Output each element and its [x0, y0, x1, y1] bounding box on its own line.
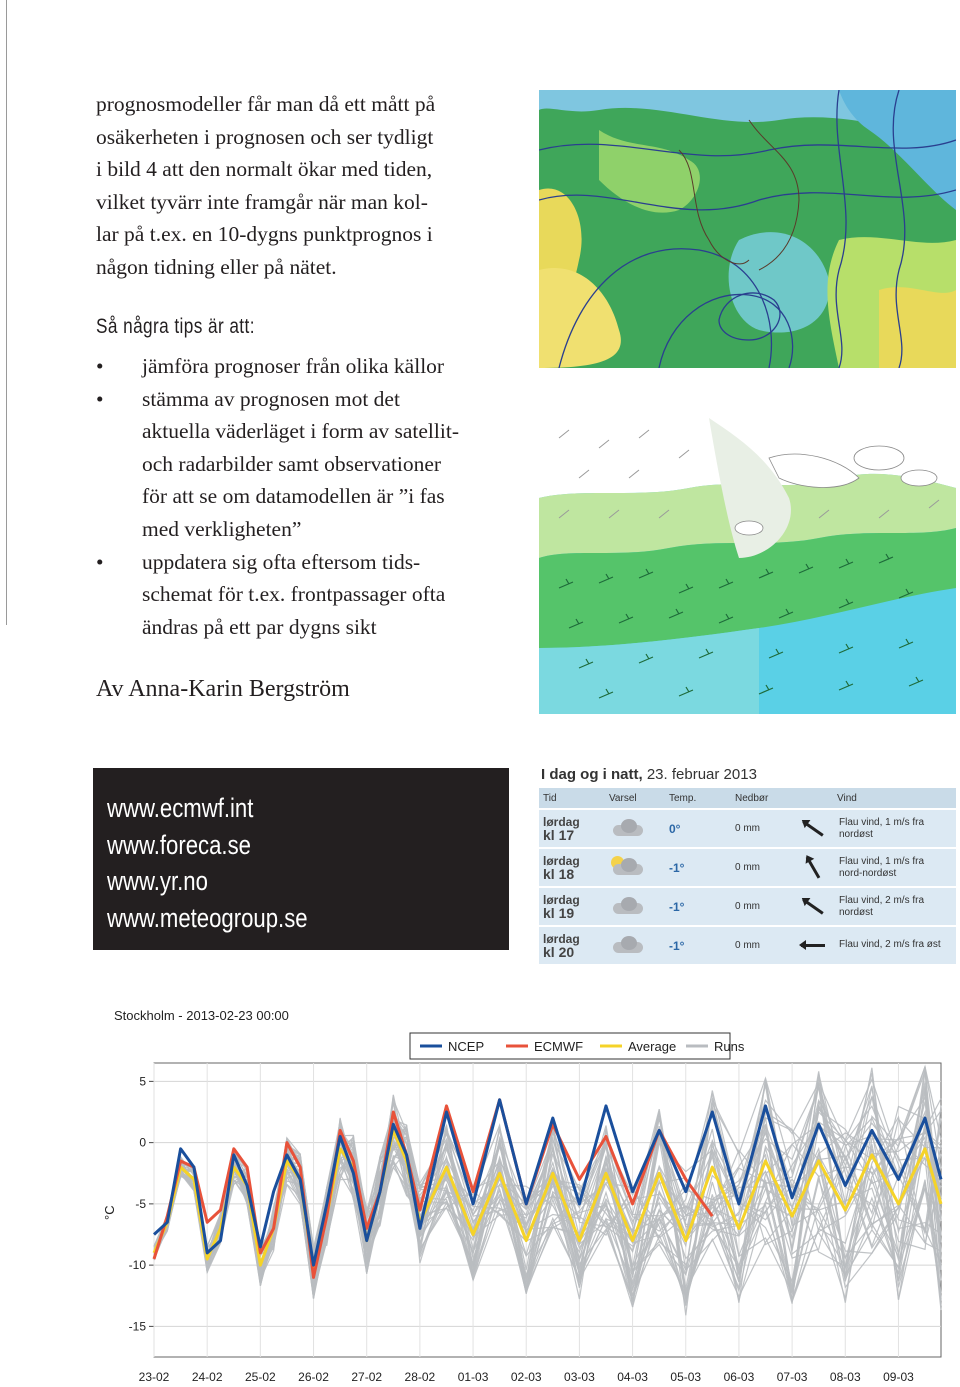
forecast-wind [797, 848, 956, 887]
header-tid: Tid [539, 788, 605, 809]
forecast-wind [797, 809, 956, 848]
forecast-symbol [605, 809, 665, 848]
forecast-title [541, 766, 757, 783]
forecast-day: lørdag [543, 814, 580, 829]
wind-arrow-icon [802, 820, 823, 836]
weather-map-image [539, 90, 956, 368]
wind-arrow-icon [806, 856, 821, 878]
forecast-hour: kl 17 [543, 826, 575, 843]
cloud-icon [609, 817, 645, 837]
forecast-wind-text: Flau vind, 2 m/s fra øst [839, 939, 941, 951]
link-foreca[interactable]: www.foreca.se [107, 829, 251, 860]
x-tick-label: 27-02 [351, 1370, 383, 1384]
forecast-time [539, 926, 605, 964]
link-yr[interactable]: www.yr.no [107, 866, 208, 896]
forecast-time [539, 809, 605, 848]
forecast-day: lørdag [543, 931, 580, 946]
forecast-day: lørdag [543, 853, 580, 868]
links-box [93, 768, 509, 950]
tip-text: stämma av prognosen mot det aktuella väderläget i form av satellit- och radarbilder samt observationer för att se om datamodellen är ”i fas med verkligheten” [142, 386, 459, 541]
forecast-row [539, 809, 956, 848]
forecast-temp: -1° [665, 926, 731, 964]
forecast-precip: 0 mm [731, 848, 797, 887]
forecast-day: lørdag [543, 892, 580, 907]
forecast-date: 23. februar 2013 [646, 766, 757, 783]
bullet-icon: • [96, 549, 104, 574]
forecast-temp: -1° [665, 887, 731, 926]
header-vind: Vind [797, 788, 956, 809]
x-tick-label: 06-03 [723, 1370, 755, 1384]
y-tick-label: -15 [128, 1319, 146, 1334]
forecast-hour: kl 18 [543, 865, 575, 882]
forecast-row [539, 848, 956, 887]
left-margin-rule [6, 0, 7, 625]
bullet-icon: • [96, 354, 104, 378]
forecast-wind-text: Flau vind, 1 m/s fra nordøst [839, 816, 925, 840]
cloud-icon [609, 895, 645, 915]
forecast-precip: 0 mm [731, 809, 797, 848]
x-tick-label: 05-03 [670, 1370, 702, 1384]
forecast-precip: 0 mm [731, 887, 797, 926]
author-byline: Av Anna-Karin Bergström [96, 676, 350, 702]
cloud-icon [609, 934, 645, 954]
point-forecast-table [539, 766, 956, 962]
forecast-wind [797, 926, 956, 964]
forecast-row [539, 926, 956, 964]
x-tick-label: 28-02 [404, 1370, 436, 1384]
ensemble-temperature-chart [96, 1005, 956, 1387]
x-tick-label: 24-02 [191, 1370, 223, 1384]
y-tick-label: 0 [139, 1135, 146, 1150]
forecast-title-text: I dag og i natt, [541, 766, 643, 783]
header-varsel: Varsel [605, 788, 665, 809]
forecast-wind [797, 887, 956, 926]
forecast-row [539, 887, 956, 926]
wind-map-image [539, 418, 956, 714]
x-tick-label: 03-03 [564, 1370, 595, 1384]
x-tick-label: 07-03 [776, 1370, 808, 1384]
x-tick-label: 02-03 [510, 1370, 542, 1384]
tip-item [96, 350, 536, 383]
forecast-temp: -1° [665, 848, 731, 887]
wind-arrow-icon [801, 944, 825, 947]
header-temp: Temp. [665, 788, 731, 809]
body-paragraph: prognosmodeller får man då ett mått på osäkerheten i prognosen och ser tydligt i bild 4 att den normalt ökar med tiden, vilket tyvärr inte framgår när man kol- lar på t.ex. en 10-dygns punktprognos i någon tidning eller på nätet. [96, 92, 436, 279]
forecast-time [539, 848, 605, 887]
wind-arrow-icon [802, 898, 823, 914]
header-nedbor: Nedbør [731, 788, 797, 809]
tip-item [96, 546, 536, 644]
forecast-precip: 0 mm [731, 926, 797, 964]
tip-text: uppdatera sig ofta eftersom tids- schemat för t.ex. frontpassager ofta ändras på ett par dygns sikt [142, 549, 446, 639]
legend-label: Runs [714, 1039, 745, 1054]
x-tick-label: 04-03 [617, 1370, 648, 1384]
forecast-wind-text: Flau vind, 1 m/s fra nord-nordøst [839, 855, 925, 879]
tips-heading: Så några tips är att: [96, 315, 255, 338]
y-tick-label: 5 [139, 1074, 146, 1089]
legend-label: ECMWF [534, 1039, 584, 1054]
forecast-time [539, 887, 605, 926]
tip-item [96, 383, 536, 546]
forecast-symbol [605, 887, 665, 926]
forecast-temp: 0° [665, 809, 731, 848]
x-tick-label: 23-02 [138, 1370, 170, 1384]
x-tick-label: 26-02 [298, 1370, 329, 1384]
forecast-symbol [605, 926, 665, 964]
x-tick-label: 25-02 [244, 1370, 276, 1384]
forecast-grid [539, 788, 956, 964]
forecast-wind-text: Flau vind, 2 m/s fra nordøst [839, 894, 925, 918]
x-tick-label: 01-03 [457, 1370, 489, 1384]
legend-label: NCEP [448, 1039, 485, 1054]
link-ecmwf[interactable]: www.ecmwf.int [107, 793, 254, 823]
link-meteogroup[interactable]: www.meteogroup.se [107, 902, 308, 933]
y-axis-label: °C [102, 1205, 117, 1220]
x-tick-label: 09-03 [883, 1370, 914, 1384]
legend-label: Average [628, 1039, 677, 1054]
y-tick-label: -10 [128, 1258, 146, 1273]
y-tick-label: -5 [135, 1196, 146, 1211]
forecast-symbol [605, 848, 665, 887]
forecast-hour: kl 19 [543, 904, 575, 921]
forecast-hour: kl 20 [543, 943, 575, 960]
chart-title: Stockholm - 2013-02-23 00:00 [114, 1008, 289, 1023]
bullet-icon: • [96, 386, 104, 411]
x-tick-label: 08-03 [829, 1370, 861, 1384]
partly-sunny-icon [609, 856, 645, 876]
forecast-header-row [539, 788, 956, 809]
tip-text: jämföra prognoser från olika källor [142, 354, 445, 378]
tips-list [96, 350, 536, 643]
